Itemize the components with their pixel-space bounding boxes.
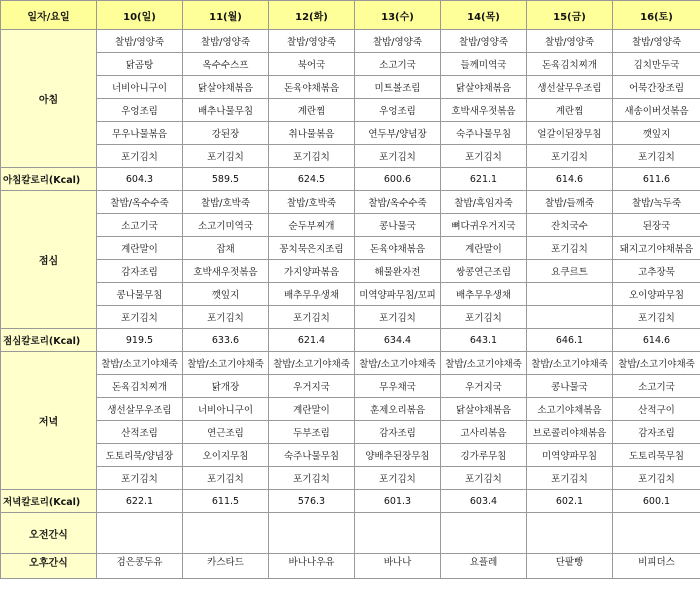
- calorie-value: 604.3: [97, 168, 183, 191]
- menu-cell: 찰밥/영양죽: [613, 30, 700, 53]
- menu-row: [1, 214, 700, 237]
- snack-cell: 검은콩두유: [97, 554, 183, 579]
- menu-cell: 강된장: [183, 122, 269, 145]
- menu-cell: 포기김치: [269, 306, 355, 329]
- menu-cell: 포기김치: [613, 145, 700, 168]
- menu-cell: 들께미역국: [441, 53, 527, 76]
- menu-cell: 새송이버섯볶음: [613, 99, 700, 122]
- snack-cell: [97, 513, 183, 554]
- snack-cell: 비피더스: [613, 554, 700, 579]
- menu-cell: 뼈다귀우거지국: [441, 214, 527, 237]
- meal-section-label: 저녁: [1, 352, 97, 490]
- menu-cell: 포기김치: [441, 306, 527, 329]
- menu-cell: 양배추된장무침: [355, 444, 441, 467]
- menu-cell: 닭곰탕: [97, 53, 183, 76]
- menu-cell: 돈육야채볶음: [269, 76, 355, 99]
- menu-cell: 찰밥/영양죽: [269, 30, 355, 53]
- menu-cell: 닭살야채볶음: [183, 76, 269, 99]
- calorie-row: [1, 490, 700, 513]
- snack-cell: [441, 513, 527, 554]
- menu-cell: 깻잎지: [613, 122, 700, 145]
- snack-label: 오전간식: [1, 513, 97, 554]
- menu-cell: 생선살무우조림: [97, 398, 183, 421]
- menu-cell: 포기김치: [97, 467, 183, 490]
- corner-header: 일자/요일: [1, 1, 97, 30]
- header-row: [1, 1, 700, 30]
- menu-cell: 된장국: [613, 214, 700, 237]
- menu-row: [1, 260, 700, 283]
- calorie-value: 633.6: [183, 329, 269, 352]
- menu-cell: 닭살야채볶음: [441, 76, 527, 99]
- menu-cell: 우엉조림: [355, 99, 441, 122]
- menu-cell: 콩나물무침: [97, 283, 183, 306]
- menu-cell: 포기김치: [183, 467, 269, 490]
- menu-row: [1, 444, 700, 467]
- menu-row: [1, 421, 700, 444]
- menu-cell: 소고기미역국: [183, 214, 269, 237]
- menu-cell: [527, 306, 613, 329]
- snack-cell: [613, 513, 700, 554]
- day-header: 13(수): [355, 1, 441, 30]
- menu-cell: 요쿠르트: [527, 260, 613, 283]
- calorie-value: 600.6: [355, 168, 441, 191]
- menu-cell: 오이양파무침: [613, 283, 700, 306]
- menu-cell: 가지양파볶음: [269, 260, 355, 283]
- menu-row: [1, 375, 700, 398]
- menu-cell: 호박새우젓볶음: [183, 260, 269, 283]
- calorie-value: 621.1: [441, 168, 527, 191]
- menu-cell: 브로콜리야채볶음: [527, 421, 613, 444]
- calorie-value: 603.4: [441, 490, 527, 513]
- menu-cell: 쌍콩연근조림: [441, 260, 527, 283]
- menu-cell: 숙주나물무침: [441, 122, 527, 145]
- menu-cell: 꽁치묵은지조림: [269, 237, 355, 260]
- menu-cell: 오이지무침: [183, 444, 269, 467]
- menu-cell: 찰밥/소고기야채죽: [527, 352, 613, 375]
- menu-cell: 무우나물볶음: [97, 122, 183, 145]
- menu-cell: 포기김치: [527, 467, 613, 490]
- menu-cell: 포기김치: [269, 145, 355, 168]
- menu-cell: 돼지고기야채볶음: [613, 237, 700, 260]
- menu-cell: 계란말이: [269, 398, 355, 421]
- menu-row: [1, 191, 700, 214]
- menu-cell: 포기김치: [269, 467, 355, 490]
- calorie-value: 919.5: [97, 329, 183, 352]
- menu-cell: 닭개장: [183, 375, 269, 398]
- menu-cell: 포기김치: [355, 467, 441, 490]
- day-header: 15(금): [527, 1, 613, 30]
- snack-cell: [269, 513, 355, 554]
- snack-label: 오후간식: [1, 554, 97, 579]
- menu-cell: 포기김치: [613, 306, 700, 329]
- menu-cell: 계란말이: [441, 237, 527, 260]
- calorie-value: 611.6: [613, 168, 700, 191]
- menu-cell: 김치만두국: [613, 53, 700, 76]
- menu-cell: 생선살무우조림: [527, 76, 613, 99]
- day-header: 16(토): [613, 1, 700, 30]
- menu-cell: 호박새우젓볶음: [441, 99, 527, 122]
- menu-cell: 찰밥/영양죽: [97, 30, 183, 53]
- menu-cell: 찰밥/영양죽: [441, 30, 527, 53]
- menu-row: [1, 99, 700, 122]
- menu-cell: 소고기국: [97, 214, 183, 237]
- menu-cell: 소고기국: [355, 53, 441, 76]
- calorie-value: 589.5: [183, 168, 269, 191]
- menu-cell: 깅가루무침: [441, 444, 527, 467]
- menu-row: [1, 306, 700, 329]
- menu-cell: 돈육야채볶음: [355, 237, 441, 260]
- menu-cell: 우거지국: [441, 375, 527, 398]
- calorie-value: 576.3: [269, 490, 355, 513]
- calorie-value: 646.1: [527, 329, 613, 352]
- menu-row: [1, 53, 700, 76]
- menu-cell: 산적조림: [97, 421, 183, 444]
- calorie-value: 611.5: [183, 490, 269, 513]
- snack-cell: [183, 513, 269, 554]
- snack-cell: 요플레: [441, 554, 527, 579]
- snack-cell: 바나나: [355, 554, 441, 579]
- menu-cell: 도토리묵/양념장: [97, 444, 183, 467]
- menu-cell: 북어국: [269, 53, 355, 76]
- menu-cell: 너비아니구이: [183, 398, 269, 421]
- calorie-value: 600.1: [613, 490, 700, 513]
- menu-cell: 포기김치: [441, 467, 527, 490]
- snack-cell: 단팥빵: [527, 554, 613, 579]
- afternoon-snack-row: [1, 554, 700, 579]
- menu-cell: 계란찜: [527, 99, 613, 122]
- menu-row: [1, 122, 700, 145]
- menu-cell: 숙주나물무침: [269, 444, 355, 467]
- menu-cell: 소고기국: [613, 375, 700, 398]
- menu-cell: 훈제오리볶음: [355, 398, 441, 421]
- menu-cell: 찰밥/옥수수죽: [355, 191, 441, 214]
- menu-cell: 찰밥/소고기야채죽: [355, 352, 441, 375]
- calorie-value: 624.5: [269, 168, 355, 191]
- menu-cell: 연두부/양념장: [355, 122, 441, 145]
- calorie-row: [1, 168, 700, 191]
- menu-cell: 배추무우생채: [441, 283, 527, 306]
- menu-cell: 잔치국수: [527, 214, 613, 237]
- menu-row: [1, 76, 700, 99]
- calorie-value: 634.4: [355, 329, 441, 352]
- menu-cell: 찰밥/옥수수죽: [97, 191, 183, 214]
- snack-cell: 바나나우유: [269, 554, 355, 579]
- menu-cell: 산적구이: [613, 398, 700, 421]
- menu-cell: 찰밥/영양죽: [183, 30, 269, 53]
- menu-cell: [527, 283, 613, 306]
- menu-cell: 깻잎지: [183, 283, 269, 306]
- morning-snack-row: [1, 513, 700, 554]
- calorie-label: 점심칼로리(Kcal): [1, 329, 97, 352]
- meal-section-label: 점심: [1, 191, 97, 329]
- menu-cell: 소고기야채볶음: [527, 398, 613, 421]
- menu-cell: 미트볼조림: [355, 76, 441, 99]
- menu-cell: 어묵간장조림: [613, 76, 700, 99]
- menu-cell: 콩나물국: [355, 214, 441, 237]
- menu-cell: 포기김치: [183, 145, 269, 168]
- day-header: 12(화): [269, 1, 355, 30]
- menu-cell: 고사리볶음: [441, 421, 527, 444]
- menu-row: [1, 398, 700, 421]
- menu-cell: 얼갈이된장무침: [527, 122, 613, 145]
- menu-cell: 잡채: [183, 237, 269, 260]
- menu-row: [1, 283, 700, 306]
- menu-cell: 찰밥/흑임자죽: [441, 191, 527, 214]
- calorie-value: 614.6: [613, 329, 700, 352]
- menu-cell: 돈육김치찌개: [97, 375, 183, 398]
- menu-cell: 포기김치: [97, 145, 183, 168]
- menu-cell: 포기김치: [613, 467, 700, 490]
- menu-cell: 콩나물국: [527, 375, 613, 398]
- menu-cell: 배추나물무침: [183, 99, 269, 122]
- menu-cell: 찰밥/소고기야채죽: [183, 352, 269, 375]
- menu-cell: 돈육김치찌개: [527, 53, 613, 76]
- menu-cell: 찰밥/호박죽: [269, 191, 355, 214]
- menu-cell: 계란찜: [269, 99, 355, 122]
- menu-cell: 포기김치: [355, 306, 441, 329]
- menu-cell: 계란말이: [97, 237, 183, 260]
- day-header: 14(목): [441, 1, 527, 30]
- menu-row: [1, 237, 700, 260]
- menu-cell: 취나물볶음: [269, 122, 355, 145]
- snack-cell: [355, 513, 441, 554]
- snack-cell: [527, 513, 613, 554]
- calorie-label: 저녁칼로리(Kcal): [1, 490, 97, 513]
- menu-cell: 찰밥/영양죽: [355, 30, 441, 53]
- day-header: 10(일): [97, 1, 183, 30]
- menu-cell: 옥수수스프: [183, 53, 269, 76]
- menu-cell: 찰밥/소고기야채죽: [613, 352, 700, 375]
- day-header: 11(월): [183, 1, 269, 30]
- menu-cell: 찰밥/소고기야채죽: [269, 352, 355, 375]
- calorie-value: 622.1: [97, 490, 183, 513]
- calorie-row: [1, 329, 700, 352]
- menu-cell: 포기김치: [355, 145, 441, 168]
- menu-cell: 찰밥/호박죽: [183, 191, 269, 214]
- menu-cell: 미역양파무침: [527, 444, 613, 467]
- menu-row: [1, 145, 700, 168]
- menu-cell: 해물완자전: [355, 260, 441, 283]
- menu-cell: 포기김치: [441, 145, 527, 168]
- calorie-value: 643.1: [441, 329, 527, 352]
- calorie-value: 602.1: [527, 490, 613, 513]
- menu-cell: 포기김치: [527, 145, 613, 168]
- menu-cell: 두부조림: [269, 421, 355, 444]
- menu-cell: 찰밥/영양죽: [527, 30, 613, 53]
- menu-cell: 고추장묵: [613, 260, 700, 283]
- menu-cell: 포기김치: [97, 306, 183, 329]
- menu-cell: 찰밥/소고기야채죽: [441, 352, 527, 375]
- menu-cell: 우거지국: [269, 375, 355, 398]
- menu-cell: 감자조림: [355, 421, 441, 444]
- menu-cell: 연근조림: [183, 421, 269, 444]
- calorie-value: 621.4: [269, 329, 355, 352]
- calorie-value: 601.3: [355, 490, 441, 513]
- menu-cell: 찰밥/녹두죽: [613, 191, 700, 214]
- menu-cell: 포기김치: [527, 237, 613, 260]
- menu-cell: 감자조림: [97, 260, 183, 283]
- menu-cell: 찰밥/소고기야채죽: [97, 352, 183, 375]
- menu-cell: 순두부찌개: [269, 214, 355, 237]
- menu-cell: 무우채국: [355, 375, 441, 398]
- calorie-label: 아침칼로리(Kcal): [1, 168, 97, 191]
- snack-cell: 카스타드: [183, 554, 269, 579]
- menu-cell: 감자조림: [613, 421, 700, 444]
- menu-cell: 찰밥/들깨죽: [527, 191, 613, 214]
- menu-cell: 닭살야채볶음: [441, 398, 527, 421]
- menu-cell: 도토리묵무침: [613, 444, 700, 467]
- menu-row: [1, 352, 700, 375]
- calorie-value: 614.6: [527, 168, 613, 191]
- meal-section-label: 아침: [1, 30, 97, 168]
- menu-cell: 미역양파무침/꼬피: [355, 283, 441, 306]
- menu-cell: 우엉조림: [97, 99, 183, 122]
- menu-cell: 배추무우생채: [269, 283, 355, 306]
- menu-cell: 포기김치: [183, 306, 269, 329]
- menu-row: [1, 30, 700, 53]
- menu-row: [1, 467, 700, 490]
- menu-cell: 너비아니구이: [97, 76, 183, 99]
